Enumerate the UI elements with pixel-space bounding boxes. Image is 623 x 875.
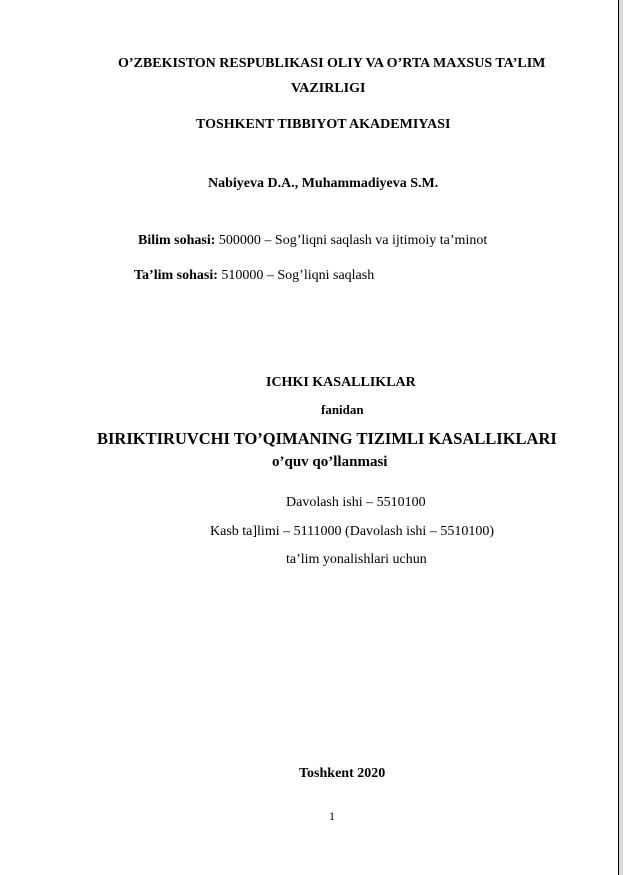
talim-sohasi-value: 510000 – Sog’liqni saqlash: [217, 268, 375, 283]
talim-sohasi-label: Ta’lim sohasi:: [134, 268, 218, 283]
bilim-sohasi-label: Bilim sohasi:: [138, 233, 216, 248]
direction-line-1: Davolash ishi – 5510100: [286, 495, 426, 510]
manual-subtitle: o’quv qo’llanmasi: [272, 454, 388, 470]
authors-line: Nabiyeva D.A., Muhammadiyeva S.M.: [208, 176, 439, 191]
bilim-sohasi-line: [138, 234, 487, 248]
page-gutter: [619, 0, 623, 875]
subject-title: ICHKI KASALLIKLAR: [266, 375, 416, 390]
talim-sohasi-line: [134, 269, 374, 283]
direction-line-3: ta’lim yonalishlari uchun: [286, 552, 427, 567]
ministry-heading-line1: O’ZBEKISTON RESPUBLIKASI OLIY VA O’RTA MAXSUS TA’LIM: [118, 56, 546, 71]
page-number: 1: [329, 809, 335, 823]
direction-line-2: Kasb ta]limi – 5111000 (Davolash ishi – 5510100): [210, 524, 494, 539]
ministry-heading-line2: VAZIRLIGI: [291, 81, 366, 96]
main-title: BIRIKTIRUVCHI TO’QIMANING TIZIMLI KASALLIKLARI: [97, 429, 557, 448]
fanidan-label: fanidan: [321, 402, 364, 417]
academy-heading: TOSHKENT TIBBIYOT AKADEMIYASI: [196, 117, 451, 132]
place-year: Toshkent 2020: [299, 766, 386, 781]
bilim-sohasi-value: 500000 – Sog’liqni saqlash va ijtimoiy ta’minot: [215, 233, 488, 248]
